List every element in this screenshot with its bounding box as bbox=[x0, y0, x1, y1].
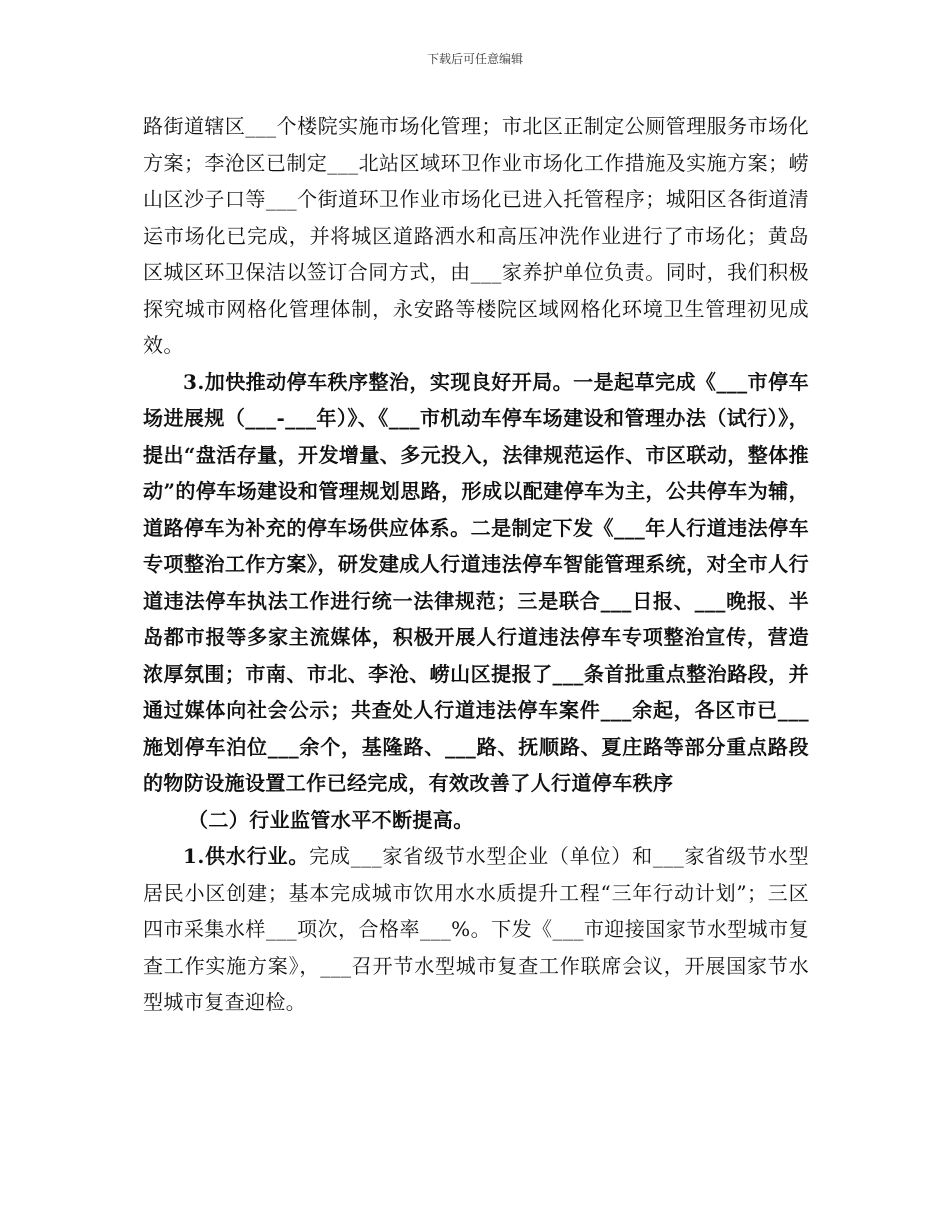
paragraph-parking-order: 3.加快推动停车秩序整治，实现良好开局。一是起草完成《___市停车场进展规（___-___年）》、《___市机动车停车场建设和管理办法（试行）》，提出“盘活存量，开发增量、多元投入，法律规范运作、市区联动，整体推动”的停车场建设和管理规划思路，形成以配建停车为主，公共停车为辅，道路停车为补充的停车场供应体系。二是制定下发《___年人行道违法停车专项整治工作方案》，研发建成人行道违法停车智能管理系统，对全市人行道违法停车执法工作进行统一法律规范；三是联合___日报、___晚报、半岛都市报等多家主流媒体，积极开展人行道违法停车专项整治宣传，营造浓厚氛围；市南、市北、李沧、崂山区提报了___条首批重点整治路段，并通过媒体向社会公示；共查处人行道违法停车案件___余起，各区市已___施划停车泊位___余个，基隆路、___路、抚顺路、夏庄路等部分重点路段的物防设施设置工作已经完成，有效改善了人行道停车秩序 bbox=[143, 369, 809, 795]
water-supply-text: 完成___家省级节水型企业（单位）和___家省级节水型居民小区创建；基本完成城市饮用水水质提升工程“三年行动计划”；三区四市采集水样___项次，合格率___%。下发《___市迎接国家节水型城市复查工作实施方案》，___召开节水型城市复查工作联席会议，开展国家节水型城市复查迎检。 bbox=[143, 844, 809, 1014]
section-heading-supervision: （二）行业监管水平不断提高。 bbox=[188, 807, 474, 832]
paragraph-sanitation-marketization: 路街道辖区___个楼院实施市场化管理；市北区正制定公厕管理服务市场化方案；李沧区已制定___北站区域环卫作业市场化工作措施及实施方案；崂山区沙子口等___个街道环卫作业市场化已进入托管程序；城阳区各街道清运市场化已完成，并将城区道路洒水和高压冲洗作业进行了市场化；黄岛区城区环卫保洁以签订合同方式，由___家养护单位负责。同时，我们积极探究城市网格化管理体制，永安路等楼院区域网格化环境卫生管理初见成效。 bbox=[143, 114, 809, 357]
water-supply-lead: 1.供水行业。 bbox=[183, 844, 310, 868]
page-header: 下载后可任意编辑 bbox=[426, 52, 523, 66]
document-body bbox=[143, 108, 809, 1021]
paragraph-water-supply bbox=[143, 838, 809, 1021]
